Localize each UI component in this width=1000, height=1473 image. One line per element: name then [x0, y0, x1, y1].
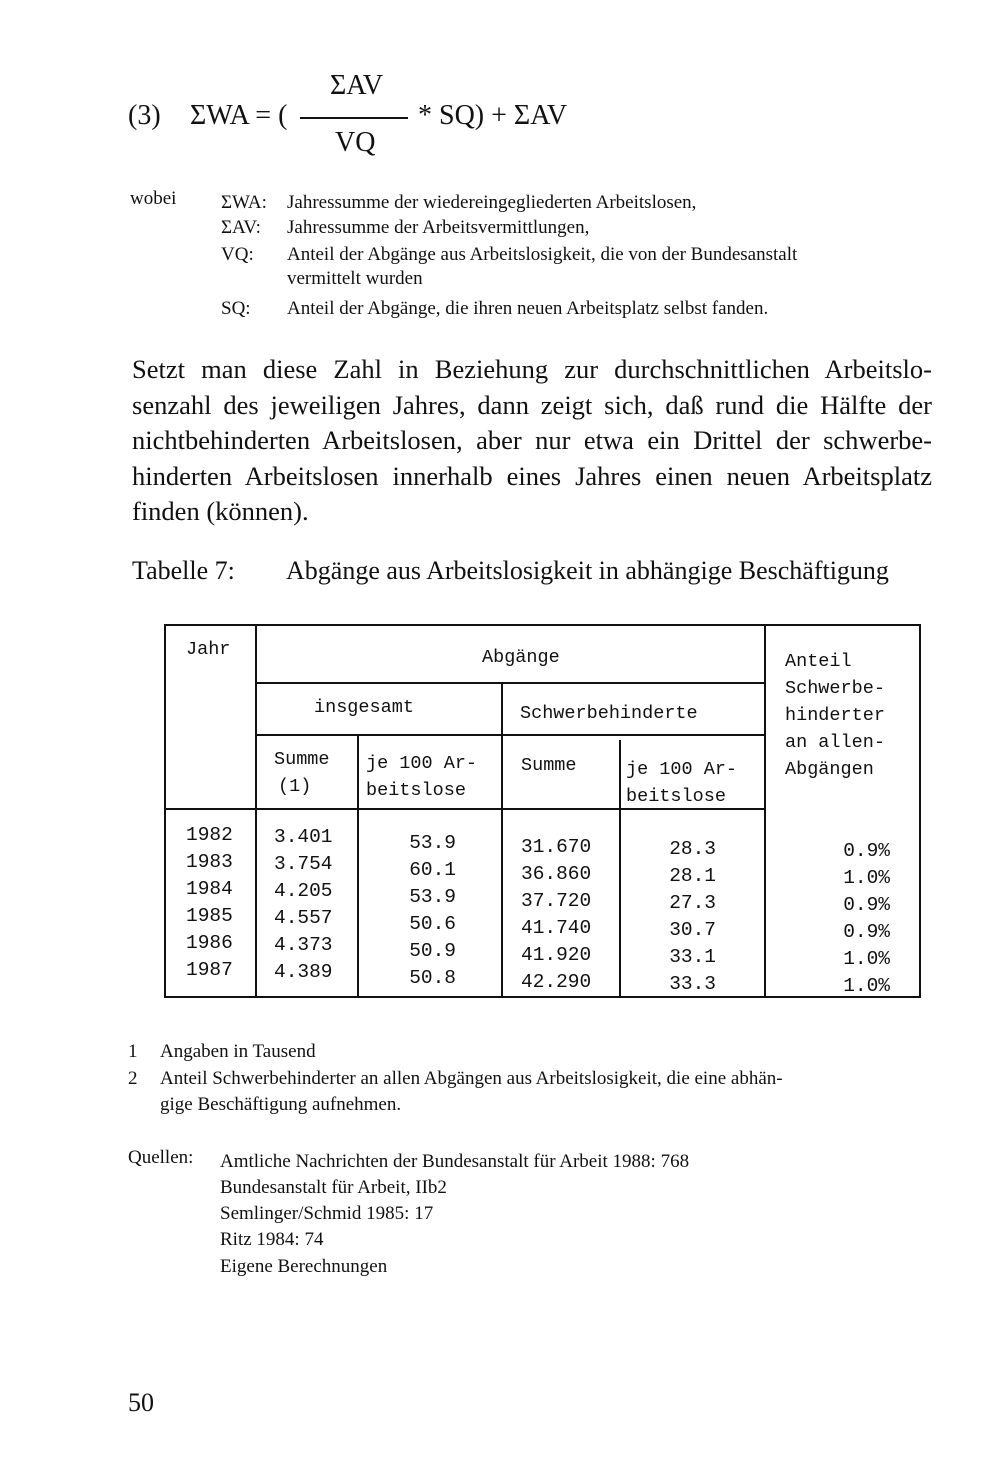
table-caption-label: Tabelle 7:: [132, 556, 235, 585]
definition-item: [221, 192, 696, 214]
definition-item: [221, 217, 589, 239]
header-insgesamt: insgesamt: [314, 697, 414, 718]
source-item: Semlinger/Schmid 1985: 17: [220, 1203, 434, 1224]
header-je100: je 100 Ar-: [366, 753, 478, 774]
column-summe: [274, 824, 333, 986]
table-cell: 50.8: [409, 967, 456, 989]
table-cell: 0.9%: [843, 894, 890, 916]
table-cell: 28.1: [669, 865, 716, 887]
table-col-divider: [619, 740, 621, 998]
paragraph-line: hinderten Arbeitslosen innerhalb eines Jahres einen neuen Arbeitsplatz: [132, 460, 932, 491]
data-table: [164, 624, 921, 1012]
table-cell: 41.740: [521, 917, 592, 939]
definition-item: [221, 298, 768, 320]
table-cell: 27.3: [669, 892, 716, 914]
table-cell: 3.754: [274, 853, 333, 875]
source-item: Amtliche Nachrichten der Bundesanstalt für Arbeit 1988: 768: [220, 1151, 690, 1172]
definition-text: Anteil der Abgänge aus Arbeitslosigkeit, die von der Bundesanstalt: [287, 244, 798, 265]
table-row-divider: [255, 682, 766, 684]
table-cell: 1.0%: [843, 867, 890, 889]
table-row-divider: [255, 734, 766, 736]
table-cell: 1987: [186, 959, 233, 981]
footnote-number: 1: [128, 1041, 138, 1062]
table-cell: 28.3: [669, 838, 716, 860]
definition-term: SQ:: [221, 298, 251, 319]
footnote-text: gige Beschäftigung aufnehmen.: [160, 1094, 402, 1115]
table-cell: 0.9%: [843, 921, 890, 943]
header-sb-summe: Summe: [521, 755, 577, 776]
table-cell: 60.1: [409, 859, 456, 881]
header-je100: beitslose: [366, 780, 466, 801]
table-cell: 53.9: [409, 886, 456, 908]
fraction-bar: [300, 117, 408, 119]
table-cell: 3.401: [274, 826, 333, 848]
table-caption-title: Abgänge aus Arbeitslosigkeit in abhängige Beschäftigung: [286, 556, 889, 585]
sources-label: Quellen:: [128, 1147, 194, 1168]
definition-text: Anteil der Abgänge, die ihren neuen Arbeitsplatz selbst fanden.: [287, 298, 769, 319]
table-cell: 36.860: [521, 863, 592, 885]
footnote-text: Anteil Schwerbehinderter an allen Abgängen aus Arbeitslosigkeit, die eine abhän-: [160, 1068, 783, 1089]
table-border-left: [164, 624, 166, 998]
source-item: Bundesanstalt für Arbeit, IIb2: [220, 1177, 447, 1198]
header-summe-note: (1): [278, 776, 312, 797]
definition-item: [221, 244, 797, 266]
table-col-divider: [255, 624, 257, 998]
formula-rest: * SQ) + ΣAV: [418, 100, 568, 131]
table-cell: 0.9%: [843, 840, 890, 862]
table-cell: 4.205: [274, 880, 333, 902]
table-border-top: [164, 624, 921, 626]
body-paragraph: [132, 352, 932, 530]
table-cell: 4.389: [274, 961, 333, 983]
header-jahr: Jahr: [186, 639, 231, 660]
paragraph-line: senzahl des jeweiligen Jahres, dann zeigt sich, daß rund die Hälfte der: [132, 389, 932, 420]
table-cell: 1984: [186, 878, 233, 900]
column-sb-je100: [634, 836, 716, 998]
header-abgaenge: Abgänge: [482, 647, 560, 668]
header-anteil-line: an allen-: [785, 732, 885, 753]
header-anteil-line: Anteil: [785, 651, 852, 672]
footnote-text: Angaben in Tausend: [160, 1041, 316, 1062]
header-anteil: [785, 648, 885, 783]
header-summe: Summe: [274, 749, 330, 770]
header-anteil-line: Schwerbe-: [785, 678, 885, 699]
table-cell: 1985: [186, 905, 233, 927]
definition-text: vermittelt wurden: [287, 268, 423, 289]
formula-denominator: VQ: [335, 127, 376, 158]
table-cell: 4.373: [274, 934, 333, 956]
definition-text: Jahressumme der wiedereingegliederten Arbeitslosen,: [287, 192, 697, 213]
column-je100: [364, 830, 456, 992]
table-cell: 1.0%: [843, 948, 890, 970]
table-cell: 50.6: [409, 913, 456, 935]
table-cell: 42.290: [521, 971, 592, 993]
table-cell: 33.1: [669, 946, 716, 968]
table-col-divider: [764, 624, 766, 998]
header-sb-je100: je 100 Ar-: [626, 759, 738, 780]
table-cell: 1986: [186, 932, 233, 954]
table-cell: 41.920: [521, 944, 592, 966]
table-cell: 37.720: [521, 890, 592, 912]
column-sb-summe: [521, 834, 591, 996]
table-cell: 4.557: [274, 907, 333, 929]
paragraph-line: finden (können).: [132, 496, 309, 526]
header-sb-je100: beitslose: [626, 786, 726, 807]
table-col-divider: [357, 736, 359, 998]
footnote-number: 2: [128, 1068, 138, 1089]
source-item: Eigene Berechnungen: [220, 1256, 388, 1277]
definitions-label: wobei: [130, 188, 177, 209]
paragraph-line: nichtbehinderten Arbeitslosen, aber nur etwa ein Drittel der schwerbe-: [132, 425, 932, 455]
paragraph-line: Setzt man diese Zahl in Beziehung zur durchschnittlichen Arbeitslo-: [132, 354, 932, 384]
source-item: Ritz 1984: 74: [220, 1229, 324, 1250]
table-cell: 1983: [186, 851, 233, 873]
header-anteil-line: Abgängen: [785, 759, 874, 780]
column-anteil: [784, 838, 890, 1000]
definition-item: [221, 268, 423, 290]
table-cell: 53.9: [409, 832, 456, 854]
definition-term: VQ:: [221, 244, 254, 265]
table-cell: 1.0%: [843, 975, 890, 997]
formula-numerator: ΣAV: [330, 70, 384, 101]
header-schwerbehinderte: Schwerbehinderte: [520, 703, 698, 724]
definition-term: ΣWA:: [221, 192, 267, 213]
table-cell: 31.670: [521, 836, 592, 858]
table-cell: 1982: [186, 824, 233, 846]
page-number: 50: [128, 1388, 154, 1417]
table-border-right: [919, 624, 921, 998]
definition-text: Jahressumme der Arbeitsvermittlungen,: [287, 217, 590, 238]
formula-lhs: ΣWA = (: [190, 100, 288, 131]
table-col-divider: [501, 684, 503, 998]
table-cell: 50.9: [409, 940, 456, 962]
table-cell: 30.7: [669, 919, 716, 941]
definition-term: ΣAV:: [221, 217, 261, 238]
column-jahr: [186, 822, 233, 984]
table-cell: 33.3: [669, 973, 716, 995]
formula-number: (3): [128, 100, 161, 131]
header-anteil-line: hinderter: [785, 705, 885, 726]
